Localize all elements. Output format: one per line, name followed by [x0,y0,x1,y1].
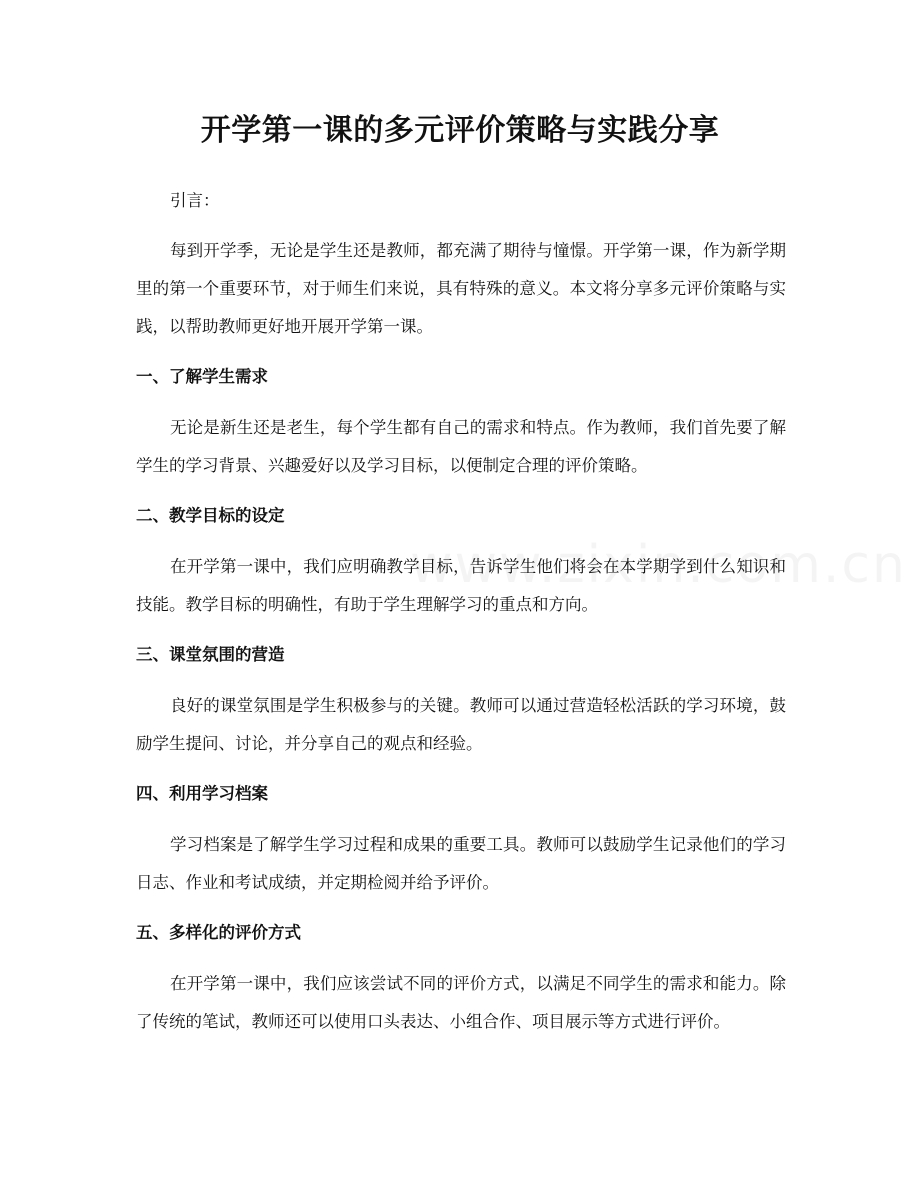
section-paragraph-1: 无论是新生还是老生，每个学生都有自己的需求和特点。作为教师，我们首先要了解学生的学习背景、兴趣爱好以及学习目标，以便制定合理的评价策略。 [136,418,786,475]
intro-label: 引言： [170,191,220,210]
section-paragraph-2: 在开学第一课中，我们应明确教学目标，告诉学生他们将会在本学期学到什么知识和技能。教学目标的明确性，有助于学生理解学习的重点和方向。 [136,557,786,614]
section-heading-1: 一、了解学生需求 [136,367,268,386]
section-heading-2: 二、教学目标的设定 [136,506,285,525]
document-body [136,182,786,1053]
intro-paragraph: 每到开学季，无论是学生还是教师，都充满了期待与憧憬。开学第一课，作为新学期里的第一个重要环节，对于师生们来说，具有特殊的意义。本文将分享多元评价策略与实践，以帮助教师更好地开展开学第一课。 [136,241,786,336]
section-heading-5: 五、多样化的评价方式 [136,923,301,942]
section-paragraph-3: 良好的课堂氛围是学生积极参与的关键。教师可以通过营造轻松活跃的学习环境，鼓励学生提问、讨论，并分享自己的观点和经验。 [136,696,786,753]
section-heading-4: 四、利用学习档案 [136,784,268,803]
section-heading-3: 三、课堂氛围的营造 [136,645,285,664]
section-paragraph-5: 在开学第一课中，我们应该尝试不同的评价方式，以满足不同学生的需求和能力。除了传统的笔试，教师还可以使用口头表达、小组合作、项目展示等方式进行评价。 [136,974,786,1031]
section-paragraph-4: 学习档案是了解学生学习过程和成果的重要工具。教师可以鼓励学生记录他们的学习日志、作业和考试成绩，并定期检阅并给予评价。 [136,835,786,892]
page-title: 开学第一课的多元评价策略与实践分享 [200,113,720,148]
